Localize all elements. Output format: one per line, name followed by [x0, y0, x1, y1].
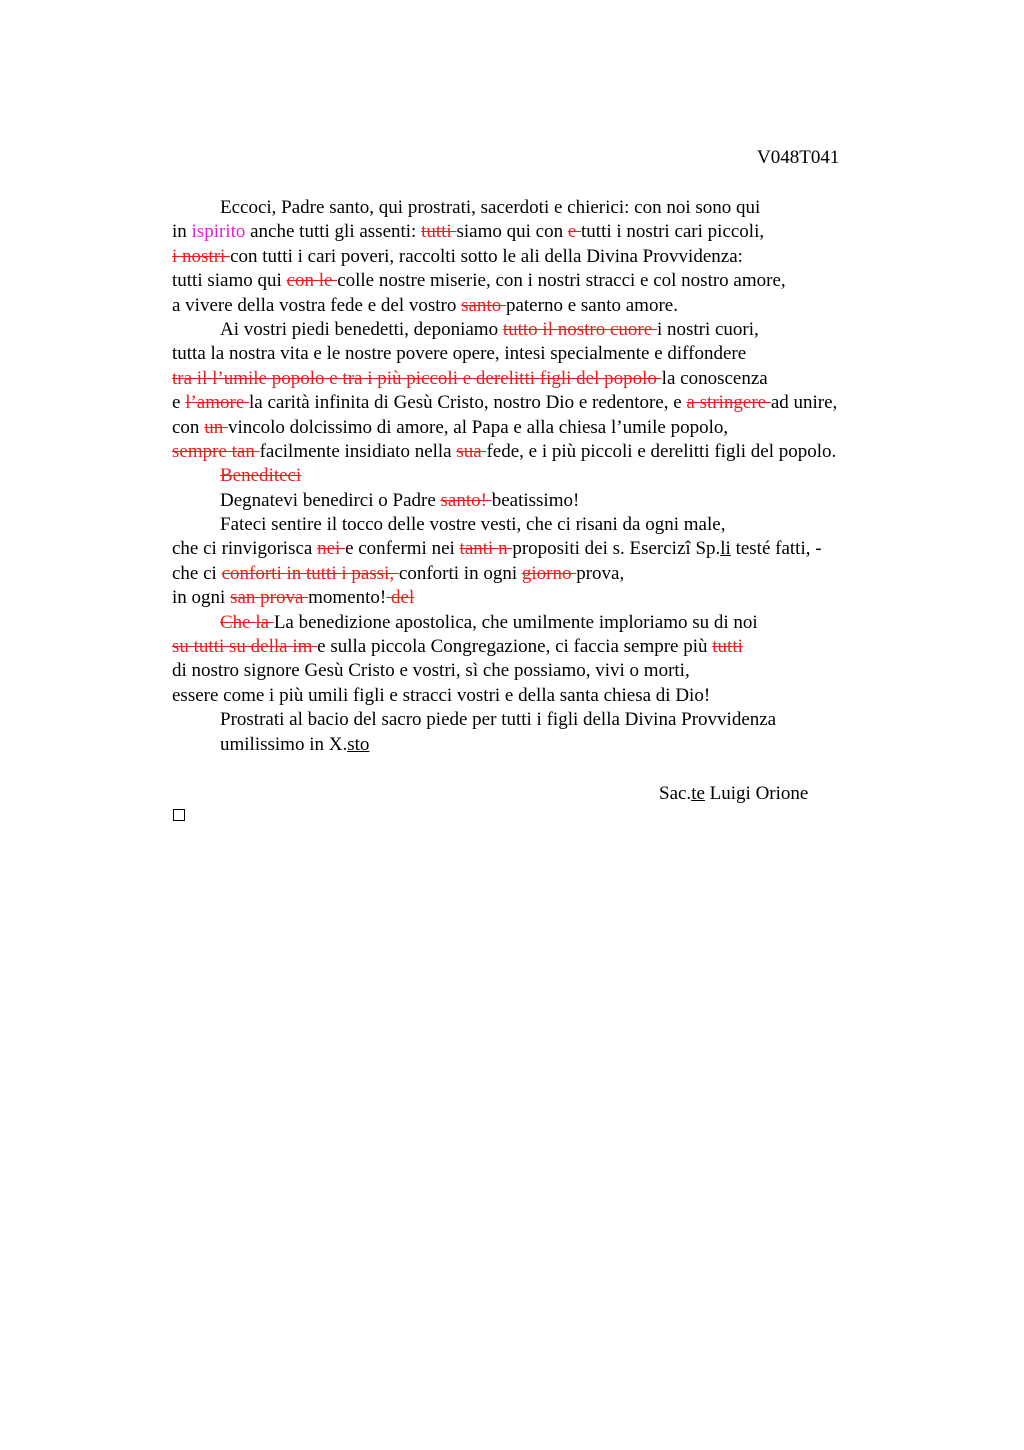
- text-segment: la carità infinita di Gesù Cristo, nostro Dio e redentore, e: [249, 392, 687, 414]
- text-segment: La benedizione apostolica, che umilmente imploriamo su di noi: [273, 611, 758, 633]
- deleted-text: tutti: [712, 636, 743, 658]
- text-segment: Sp.: [690, 538, 721, 560]
- signature: [659, 783, 808, 805]
- text-line: [172, 220, 932, 244]
- deleted-text: un: [204, 416, 228, 438]
- signature-abbrev-underlined: te: [691, 783, 705, 804]
- inserted-text: ispirito: [191, 221, 246, 243]
- text-segment: a vivere della vostra fede e del vostro: [172, 294, 462, 316]
- text-segment: con tutti i cari poveri, raccolti sotto le ali della Divina Provvidenza:: [230, 245, 743, 267]
- text-segment: colle nostre miserie, con i nostri stracci e col nostro amore,: [337, 270, 786, 292]
- text-segment: testé fatti, -: [730, 538, 822, 560]
- text-segment: di nostro signore Gesù Cristo e vostri, sì che possiamo, vivi o morti,: [172, 660, 690, 682]
- deleted-text: del: [386, 587, 415, 609]
- deleted-text: nei: [317, 538, 346, 560]
- text-segment: Fateci sentire il tocco delle vostre vesti, che ci risani da ogni male,: [220, 514, 726, 536]
- text-line: [172, 562, 932, 586]
- deleted-text: tra il l’umile popolo e tra i più piccoli e derelitti figli del popolo: [172, 367, 662, 389]
- deleted-text: a stringere: [686, 392, 771, 414]
- text-segment: la conoscenza: [661, 367, 768, 389]
- deleted-text: tanti n: [459, 538, 513, 560]
- text-line: [172, 440, 932, 464]
- text-line: [172, 367, 932, 391]
- text-line: [172, 611, 932, 635]
- text-line: [172, 708, 932, 732]
- text-segment: paterno e santo amore.: [505, 294, 678, 316]
- text-segment: propositi dei s. Esercizi: [512, 538, 691, 560]
- text-line: [172, 391, 932, 415]
- text-segment: in: [172, 221, 192, 243]
- text-segment: tutti i nostri cari piccoli,: [581, 221, 765, 243]
- text-segment: ad unire,: [770, 392, 838, 414]
- text-segment: Prostrati al bacio del sacro piede per tutti i figli della Divina Provvidenza: [220, 709, 777, 731]
- text-segment: che ci: [172, 562, 222, 584]
- deleted-text: santo: [461, 294, 506, 316]
- text-line: [172, 635, 932, 659]
- text-segment: che ci rinvigorisca: [172, 538, 318, 560]
- text-line: [172, 196, 932, 220]
- deleted-text: i nostri: [172, 245, 231, 267]
- underlined-text: li: [720, 538, 731, 560]
- text-line: [172, 294, 932, 318]
- text-segment: anche tutti gli assenti:: [245, 221, 422, 243]
- deleted-text: su tutti su della im: [172, 636, 318, 658]
- text-segment: Eccoci, Padre santo, qui prostrati, sacerdoti e chierici: con noi sono qui: [220, 197, 761, 218]
- signature-prefix: Sac.: [659, 783, 692, 804]
- text-line: [172, 586, 932, 610]
- text-line: [172, 318, 932, 342]
- text-segment: beatissimo!: [491, 489, 580, 511]
- deleted-text: l’amore: [185, 392, 250, 414]
- deleted-text: sempre tan: [172, 440, 260, 462]
- text-line: [172, 684, 932, 708]
- text-line: [172, 269, 932, 293]
- text-line: [172, 245, 932, 269]
- deleted-text: con le: [286, 270, 338, 292]
- checkbox-square[interactable]: [173, 809, 185, 821]
- deleted-text: san prova: [230, 587, 309, 609]
- deleted-text: e: [567, 221, 582, 243]
- deleted-text: giorno: [521, 562, 577, 584]
- text-segment: siamo qui con: [456, 221, 568, 243]
- text-segment: con: [172, 416, 205, 438]
- text-line: [172, 489, 932, 513]
- letter-body: [172, 196, 932, 757]
- text-segment: in ogni: [172, 587, 231, 609]
- text-segment: tutti siamo qui: [172, 270, 287, 292]
- text-line: [172, 416, 932, 440]
- text-segment: e: [172, 392, 186, 414]
- text-segment: momento!: [308, 587, 387, 609]
- text-segment: fede, e i più piccoli e derelitti figli del popolo.: [486, 440, 837, 462]
- deleted-text: tutto il nostro cuore: [502, 318, 657, 340]
- text-line: [172, 513, 932, 537]
- text-segment: Ai vostri piedi benedetti, deponiamo: [220, 318, 503, 340]
- text-segment: tutta la nostra vita e le nostre povere opere, intesi specialmente e diffondere: [172, 343, 747, 365]
- text-segment: i nostri cuori,: [656, 318, 759, 340]
- text-segment: vincolo dolcissimo di amore, al Papa e alla chiesa l’umile popolo,: [227, 416, 729, 438]
- text-line: [172, 659, 932, 683]
- document-id: V048T041: [757, 147, 840, 168]
- text-segment: e confermi nei: [345, 538, 460, 560]
- text-line: [172, 537, 932, 561]
- text-segment: essere come i più umili figli e stracci vostri e della santa chiesa di Dio!: [172, 684, 711, 706]
- deleted-text: tutti: [421, 221, 457, 243]
- text-segment: umilissimo in X.: [220, 733, 348, 755]
- deleted-text: sua: [456, 440, 487, 462]
- text-segment: prova,: [576, 562, 625, 584]
- underlined-text: sto: [347, 733, 370, 755]
- text-segment: e sulla piccola Congregazione, ci faccia sempre più: [317, 636, 713, 658]
- text-segment: conforti in ogni: [398, 562, 522, 584]
- text-line: [172, 733, 932, 757]
- deleted-text: Benediteci: [220, 465, 302, 487]
- deleted-text: conforti in tutti i passi,: [221, 562, 399, 584]
- text-segment: Degnatevi benedirci o Padre: [220, 489, 441, 511]
- deleted-text: Che la: [220, 611, 274, 633]
- text-line: [172, 464, 932, 488]
- text-line: [172, 342, 932, 366]
- text-segment: facilmente insidiato nella: [259, 440, 457, 462]
- deleted-text: santo!: [440, 489, 492, 511]
- signature-name: Luigi Orione: [704, 783, 809, 804]
